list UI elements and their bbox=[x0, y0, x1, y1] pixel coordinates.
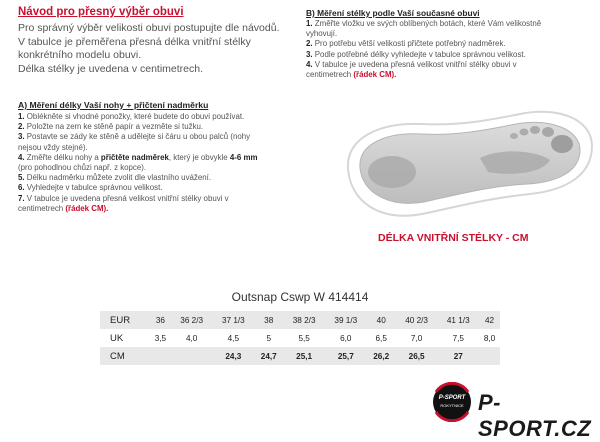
table-cell: 4,0 bbox=[171, 329, 213, 347]
table-cell: 40 2/3 bbox=[396, 311, 438, 329]
step-item: vyhovují. bbox=[306, 29, 338, 39]
table-cell: 7,5 bbox=[437, 329, 479, 347]
table-cell: 42 bbox=[479, 311, 500, 329]
section-a-title: A) Měření délky Vaší nohy + přičtení nadměrku bbox=[18, 100, 209, 110]
toe-mark bbox=[551, 135, 573, 153]
section-b-title: B) Měření stélky podle Vaší současné obuvi bbox=[306, 8, 480, 18]
table-row bbox=[100, 311, 500, 329]
logo-badge-icon bbox=[430, 382, 474, 422]
heel-pad bbox=[368, 156, 416, 188]
table-cell: 36 2/3 bbox=[171, 311, 213, 329]
table-cell: 38 2/3 bbox=[283, 311, 325, 329]
table-title: Outsnap Cswp W 414414 bbox=[231, 290, 369, 304]
intro-line: Pro správný výběr velikosti obuvi postupujte dle návodů. bbox=[18, 22, 280, 34]
step-item: 2. Položte na zem ke stěně papír a vezměte si tužku. bbox=[18, 122, 204, 132]
intro-text bbox=[18, 22, 308, 76]
table-cell: 4,5 bbox=[213, 329, 255, 347]
table-cell: 41 1/3 bbox=[437, 311, 479, 329]
step-item: 1. Změřte vložku ve svých oblíbených botách, které Vám velikostně bbox=[306, 19, 542, 28]
table-cell: 7,0 bbox=[396, 329, 438, 347]
table-cell: 5 bbox=[254, 329, 283, 347]
badge-line-1: P-SPORT bbox=[438, 395, 466, 401]
table-cell: 37 1/3 bbox=[213, 311, 255, 329]
intro-line: V tabulce je přeměřena přesná délka vnitřní stélky bbox=[18, 35, 251, 48]
table-cell: 24,7 bbox=[254, 347, 283, 365]
insole-illustration bbox=[330, 98, 600, 230]
step-item: centimetrech (řádek CM). bbox=[306, 70, 397, 80]
step-item: 6. Vyhledejte v tabulce správnou velikost. bbox=[18, 183, 163, 193]
section-b-steps bbox=[306, 19, 596, 80]
table-row bbox=[100, 347, 500, 365]
step-item: 7. V tabulce je uvedena přesná velikost vnitřní stélky obuvi v bbox=[18, 193, 229, 203]
step-item: 5. Délku nadměrku můžete zvolit dle vlastního uvážení. bbox=[18, 173, 212, 183]
table-cell: 3,5 bbox=[150, 329, 171, 347]
logo-badge bbox=[430, 382, 474, 422]
table-cell: 5,5 bbox=[283, 329, 325, 347]
step-item: 4. Změřte délku nohy a přičtěte nadměrek, který je obvykle 4-6 mm bbox=[18, 152, 258, 162]
table-cell: 27 bbox=[437, 347, 479, 365]
insole-caption: DÉLKA VNITŘNÍ STÉLKY - CM bbox=[378, 232, 529, 244]
toe-mark bbox=[520, 129, 529, 136]
table-cell: 26,5 bbox=[396, 347, 438, 365]
step-item: 3. Podle potřebné délky vyhledejte v tabulce správnou velikost. bbox=[306, 49, 526, 59]
step-item: (pro pohodlnou chůzi např. z kopce). bbox=[18, 163, 147, 173]
table-cell: 39 1/3 bbox=[325, 311, 367, 329]
step-item: centimetrech (řádek CM). bbox=[18, 203, 109, 213]
table-cell bbox=[171, 347, 213, 365]
step-item: 4. V tabulce je uvedena přesná velikost vnitřní stélky obuvi v bbox=[306, 59, 517, 69]
step-item: nejsou vždy stejné). bbox=[18, 142, 88, 152]
table-cell: 25,7 bbox=[325, 347, 367, 365]
size-table bbox=[100, 311, 500, 365]
guide-title: Návod pro přesný výběr obuvi bbox=[18, 6, 184, 18]
table-row bbox=[100, 329, 500, 347]
table-cell: 26,2 bbox=[367, 347, 396, 365]
intro-line: konkrétního modelu obuvi. bbox=[18, 49, 142, 61]
step-item: 1. Oblékněte si vhodné ponožky, které budete do obuvi používat. bbox=[18, 112, 245, 121]
section-a-steps bbox=[18, 112, 318, 214]
intro-line: Délka stélky je uvedena v centimetrech. bbox=[18, 62, 204, 75]
table-cell: 24,3 bbox=[213, 347, 255, 365]
table-cell: 38 bbox=[254, 311, 283, 329]
table-cell bbox=[479, 347, 500, 365]
brand-logo-text[interactable]: P-SPORT.CZ bbox=[478, 390, 592, 441]
table-cell: 6,5 bbox=[367, 329, 396, 347]
row-label: CM bbox=[100, 347, 150, 365]
toe-mark bbox=[510, 133, 518, 139]
toe-mark bbox=[542, 127, 554, 137]
table-cell: 6,0 bbox=[325, 329, 367, 347]
table-cell: 40 bbox=[367, 311, 396, 329]
table-cell bbox=[150, 347, 171, 365]
step-item: 2. Pro potřebu větší velikosti přičtete potřebný nadměrek. bbox=[306, 39, 506, 49]
table-cell: 25,1 bbox=[283, 347, 325, 365]
step-item: 3. Postavte se zády ke stěně a udělejte si čáru u obou palců (nohy bbox=[18, 132, 251, 142]
table-cell: 36 bbox=[150, 311, 171, 329]
toe-mark bbox=[530, 126, 540, 134]
table-cell: 8,0 bbox=[479, 329, 500, 347]
badge-line-2: ROKYTNICE bbox=[440, 403, 464, 408]
row-label: EUR bbox=[100, 311, 150, 329]
row-label: UK bbox=[100, 329, 150, 347]
